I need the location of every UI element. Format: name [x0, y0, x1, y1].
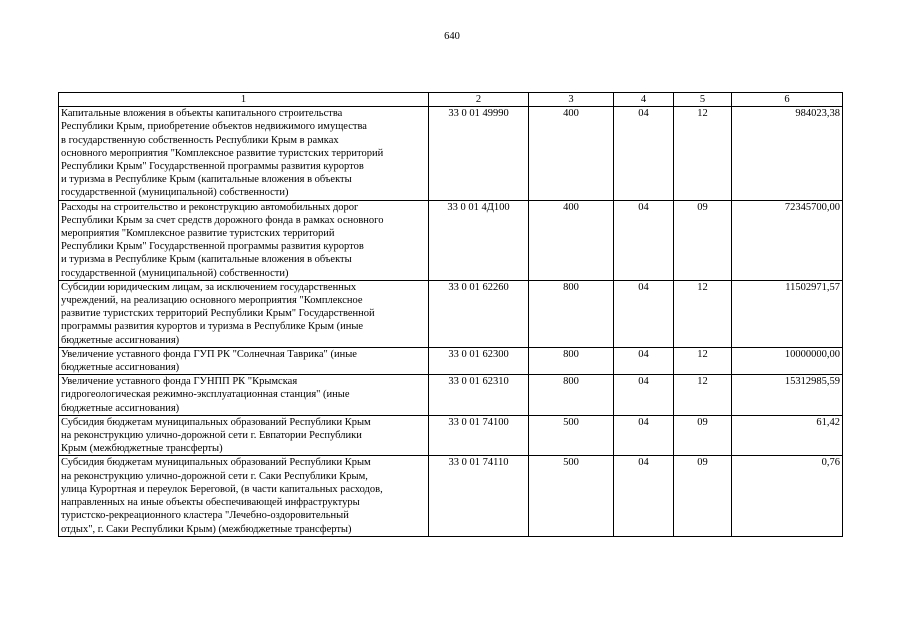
amount: 61,42: [732, 415, 843, 456]
section: 04: [614, 200, 674, 280]
expense-kind: 500: [529, 456, 614, 536]
table-row: [59, 456, 843, 536]
expense-name: Субсидия бюджетам муниципальных образований Республики Крым на реконструкцию улично-дорожной сети г. Саки Республики Крым, улица Курортная и переулок Береговой, (в части капитальных расходов, направленных на иные объекты обеспечивающей инфраструктуры туристско-рекреационного кластера "Лечебно-оздоровительный отдых", г. Саки Республики Крым) (межбюджетные трансферты): [59, 456, 429, 536]
target-code: 33 0 01 62260: [429, 280, 529, 347]
section: 04: [614, 347, 674, 374]
section: 04: [614, 456, 674, 536]
target-code: 33 0 01 74110: [429, 456, 529, 536]
column-header: 2: [429, 93, 529, 107]
column-header: 1: [59, 93, 429, 107]
expense-kind: 400: [529, 200, 614, 280]
subsection: 09: [674, 200, 732, 280]
subsection: 12: [674, 280, 732, 347]
section: 04: [614, 415, 674, 456]
section: 04: [614, 280, 674, 347]
column-header: 3: [529, 93, 614, 107]
table-row: [59, 200, 843, 280]
expense-kind: 800: [529, 347, 614, 374]
target-code: 33 0 01 74100: [429, 415, 529, 456]
subsection: 09: [674, 456, 732, 536]
amount: 0,76: [732, 456, 843, 536]
page-number: 640: [444, 31, 460, 42]
column-header: 6: [732, 93, 843, 107]
expense-kind: 500: [529, 415, 614, 456]
expense-name: Субсидии юридическим лицам, за исключением государственных учреждений, на реализацию основного мероприятия "Комплексное развитие туристских территорий Республики Крым" Государственной программы развития курортов и туризма в Республике Крым (иные бюджетные ассигнования): [59, 280, 429, 347]
subsection: 12: [674, 107, 732, 200]
expense-name: Капитальные вложения в объекты капитального строительства Республики Крым, приобретение объектов недвижимого имущества в государственную собственность Республики Крым в рамках основного мероприятия "Комплексное развитие туристских территорий Республики Крым" Государственной программы развития курортов и туризма в Республике Крым (капитальные вложения в объекты государственной (муниципальной) собственности): [59, 107, 429, 200]
amount: 10000000,00: [732, 347, 843, 374]
expense-name: Увеличение уставного фонда ГУП РК "Солнечная Таврика" (иные бюджетные ассигнования): [59, 347, 429, 374]
table-row: [59, 415, 843, 456]
table-row: [59, 107, 843, 200]
target-code: 33 0 01 4Д100: [429, 200, 529, 280]
expense-name: Расходы на строительство и реконструкцию автомобильных дорог Республики Крым за счет средств дорожного фонда в рамках основного мероприятия "Комплексное развитие туристских территорий Республики Крым" Государственной программы развития курортов и туризма в Республике Крым (капитальные вложения в объекты государственной (муниципальной) собственности): [59, 200, 429, 280]
amount: 72345700,00: [732, 200, 843, 280]
amount: 984023,38: [732, 107, 843, 200]
table-header-row: [59, 93, 843, 107]
expense-kind: 400: [529, 107, 614, 200]
target-code: 33 0 01 62310: [429, 375, 529, 416]
target-code: 33 0 01 62300: [429, 347, 529, 374]
subsection: 12: [674, 375, 732, 416]
subsection: 09: [674, 415, 732, 456]
table-row: [59, 347, 843, 374]
expense-name: Субсидия бюджетам муниципальных образований Республики Крым на реконструкцию улично-дорожной сети г. Евпатории Республики Крым (межбюджетные трансферты): [59, 415, 429, 456]
column-header: 5: [674, 93, 732, 107]
table-row: [59, 375, 843, 416]
table-row: [59, 280, 843, 347]
section: 04: [614, 107, 674, 200]
section: 04: [614, 375, 674, 416]
expense-kind: 800: [529, 280, 614, 347]
target-code: 33 0 01 49990: [429, 107, 529, 200]
subsection: 12: [674, 347, 732, 374]
amount: 15312985,59: [732, 375, 843, 416]
column-header: 4: [614, 93, 674, 107]
amount: 11502971,57: [732, 280, 843, 347]
expense-name: Увеличение уставного фонда ГУНПП РК "Крымская гидрогеологическая режимно-эксплуатационная станция" (иные бюджетные ассигнования): [59, 375, 429, 416]
budget-table: [58, 92, 843, 537]
expense-kind: 800: [529, 375, 614, 416]
